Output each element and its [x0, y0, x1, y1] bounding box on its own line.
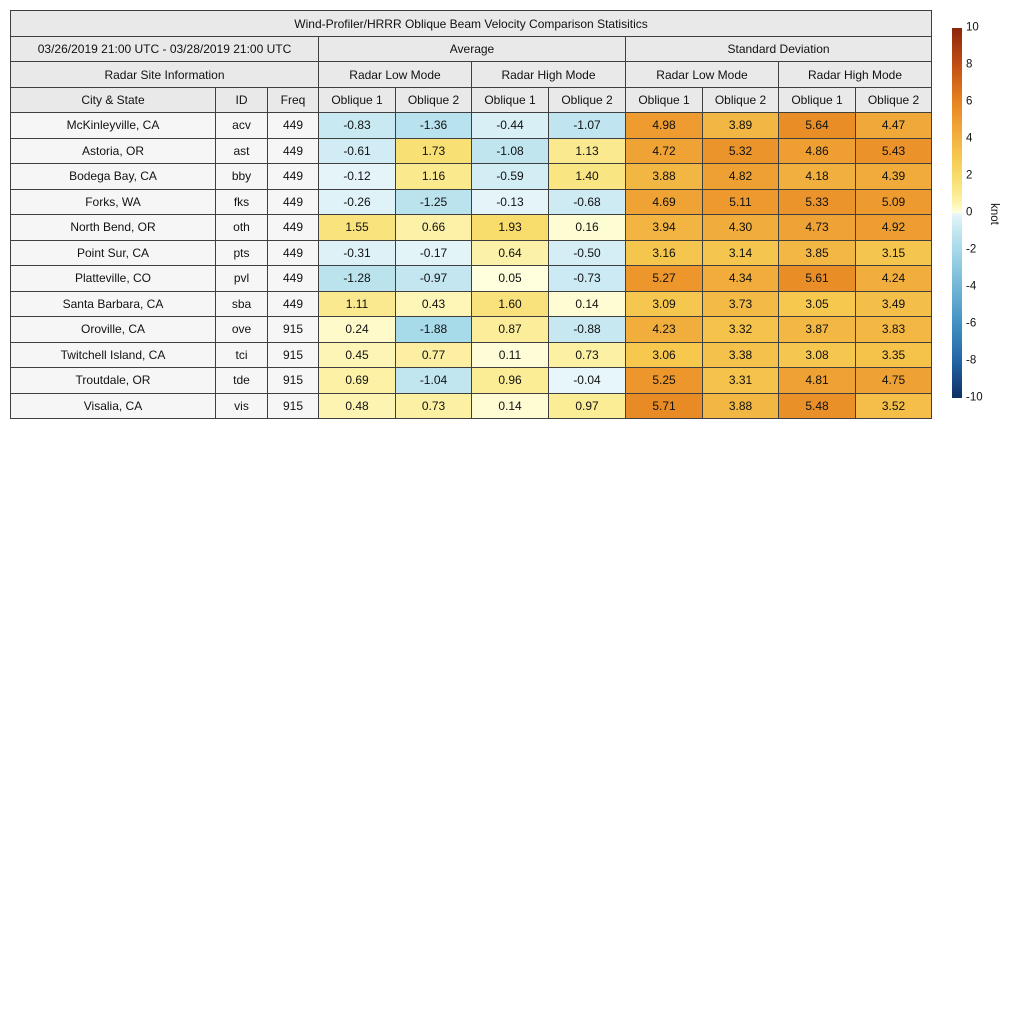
city-cell: Oroville, CA — [11, 317, 216, 343]
value-cell: -1.25 — [396, 189, 472, 215]
value-cell: -1.07 — [549, 113, 626, 139]
colorbar-tick-label: -4 — [966, 280, 977, 293]
value-cell: 3.15 — [856, 240, 932, 266]
value-cell: 3.08 — [779, 342, 856, 368]
freq-cell: 449 — [268, 266, 319, 292]
value-cell: 0.48 — [319, 393, 396, 419]
value-cell: 1.60 — [472, 291, 549, 317]
value-cell: -0.12 — [319, 164, 396, 190]
city-cell: Forks, WA — [11, 189, 216, 215]
col-header-id: ID — [216, 88, 268, 113]
col-header-oblique2: Oblique 2 — [856, 88, 932, 113]
value-cell: -1.36 — [396, 113, 472, 139]
value-cell: -0.44 — [472, 113, 549, 139]
value-cell: -0.83 — [319, 113, 396, 139]
value-cell: 4.24 — [856, 266, 932, 292]
value-cell: -0.73 — [549, 266, 626, 292]
id-cell: tde — [216, 368, 268, 394]
colorbar-tick-label: 8 — [966, 58, 973, 71]
value-cell: -0.50 — [549, 240, 626, 266]
value-cell: 0.11 — [472, 342, 549, 368]
value-cell: 5.32 — [703, 138, 779, 164]
value-cell: 4.47 — [856, 113, 932, 139]
value-cell: -0.68 — [549, 189, 626, 215]
table-row — [11, 393, 932, 419]
title-row — [11, 11, 932, 37]
table-row — [11, 317, 932, 343]
col-header-city: City & State — [11, 88, 216, 113]
value-cell: 0.97 — [549, 393, 626, 419]
value-cell: 4.69 — [626, 189, 703, 215]
value-cell: -0.13 — [472, 189, 549, 215]
value-cell: 4.92 — [856, 215, 932, 241]
colorbar-tick-label: -8 — [966, 354, 977, 367]
value-cell: 1.40 — [549, 164, 626, 190]
value-cell: 5.61 — [779, 266, 856, 292]
value-cell: 5.09 — [856, 189, 932, 215]
value-cell: 3.38 — [703, 342, 779, 368]
freq-cell: 449 — [268, 113, 319, 139]
value-cell: 5.71 — [626, 393, 703, 419]
colorbar-tick-label: -10 — [966, 391, 983, 404]
avg-high-mode-header: Radar High Mode — [472, 62, 626, 88]
value-cell: 5.43 — [856, 138, 932, 164]
table-row — [11, 138, 932, 164]
value-cell: 0.87 — [472, 317, 549, 343]
value-cell: 3.31 — [703, 368, 779, 394]
city-cell: McKinleyville, CA — [11, 113, 216, 139]
value-cell: -0.26 — [319, 189, 396, 215]
date-range: 03/26/2019 21:00 UTC - 03/28/2019 21:00 UTC — [11, 37, 319, 62]
city-cell: Troutdale, OR — [11, 368, 216, 394]
value-cell: -0.88 — [549, 317, 626, 343]
colorbar — [952, 28, 962, 398]
id-cell: bby — [216, 164, 268, 190]
freq-cell: 449 — [268, 138, 319, 164]
value-cell: 1.93 — [472, 215, 549, 241]
value-cell: 5.64 — [779, 113, 856, 139]
value-cell: 4.72 — [626, 138, 703, 164]
table-row — [11, 240, 932, 266]
value-cell: -1.28 — [319, 266, 396, 292]
value-cell: -0.04 — [549, 368, 626, 394]
col-header-oblique1: Oblique 1 — [472, 88, 549, 113]
table-row — [11, 291, 932, 317]
value-cell: 5.11 — [703, 189, 779, 215]
value-cell: 3.05 — [779, 291, 856, 317]
col-header-freq: Freq — [268, 88, 319, 113]
table-row — [11, 113, 932, 139]
value-cell: 3.52 — [856, 393, 932, 419]
value-cell: 3.06 — [626, 342, 703, 368]
value-cell: 0.14 — [472, 393, 549, 419]
value-cell: 3.88 — [626, 164, 703, 190]
value-cell: 4.23 — [626, 317, 703, 343]
colorbar-tick-label: 4 — [966, 132, 973, 145]
std-low-mode-header: Radar Low Mode — [626, 62, 779, 88]
value-cell: 1.73 — [396, 138, 472, 164]
value-cell: 4.86 — [779, 138, 856, 164]
id-cell: tci — [216, 342, 268, 368]
value-cell: 0.77 — [396, 342, 472, 368]
stddev-group-header: Standard Deviation — [626, 37, 932, 62]
city-cell: Platteville, CO — [11, 266, 216, 292]
value-cell: 3.14 — [703, 240, 779, 266]
value-cell: 3.94 — [626, 215, 703, 241]
value-cell: 5.27 — [626, 266, 703, 292]
col-header-oblique1: Oblique 1 — [626, 88, 703, 113]
value-cell: -1.88 — [396, 317, 472, 343]
value-cell: 3.85 — [779, 240, 856, 266]
col-header-oblique2: Oblique 2 — [549, 88, 626, 113]
freq-cell: 449 — [268, 189, 319, 215]
value-cell: 4.82 — [703, 164, 779, 190]
city-cell: Visalia, CA — [11, 393, 216, 419]
id-cell: pvl — [216, 266, 268, 292]
value-cell: -0.61 — [319, 138, 396, 164]
value-cell: 3.32 — [703, 317, 779, 343]
id-cell: pts — [216, 240, 268, 266]
value-cell: 3.89 — [703, 113, 779, 139]
city-cell: Santa Barbara, CA — [11, 291, 216, 317]
table-row — [11, 368, 932, 394]
column-header-row — [11, 88, 932, 113]
value-cell: 4.81 — [779, 368, 856, 394]
value-cell: -0.97 — [396, 266, 472, 292]
id-cell: acv — [216, 113, 268, 139]
value-cell: 0.05 — [472, 266, 549, 292]
value-cell: 4.18 — [779, 164, 856, 190]
freq-cell: 449 — [268, 240, 319, 266]
value-cell: -0.17 — [396, 240, 472, 266]
freq-cell: 915 — [268, 317, 319, 343]
colorbar-tick-label: 2 — [966, 169, 973, 182]
value-cell: -0.59 — [472, 164, 549, 190]
city-cell: Astoria, OR — [11, 138, 216, 164]
std-high-mode-header: Radar High Mode — [779, 62, 932, 88]
average-group-header: Average — [319, 37, 626, 62]
value-cell: 4.98 — [626, 113, 703, 139]
value-cell: 3.35 — [856, 342, 932, 368]
colorbar-tick-label: -2 — [966, 243, 977, 256]
value-cell: 3.16 — [626, 240, 703, 266]
value-cell: 3.09 — [626, 291, 703, 317]
freq-cell: 449 — [268, 164, 319, 190]
value-cell: 3.83 — [856, 317, 932, 343]
value-cell: 0.73 — [396, 393, 472, 419]
colorbar-tick-label: 6 — [966, 95, 973, 108]
table-row — [11, 189, 932, 215]
id-cell: oth — [216, 215, 268, 241]
city-cell: Bodega Bay, CA — [11, 164, 216, 190]
value-cell: 4.30 — [703, 215, 779, 241]
value-cell: 0.43 — [396, 291, 472, 317]
col-header-oblique1: Oblique 1 — [779, 88, 856, 113]
table-row — [11, 164, 932, 190]
value-cell: 5.25 — [626, 368, 703, 394]
city-cell: North Bend, OR — [11, 215, 216, 241]
colorbar-tick-label: 10 — [966, 21, 979, 34]
colorbar-tick-label: -6 — [966, 317, 977, 330]
value-cell: 1.55 — [319, 215, 396, 241]
value-cell: 5.48 — [779, 393, 856, 419]
value-cell: 0.69 — [319, 368, 396, 394]
colorbar-unit-label: knot — [988, 203, 1000, 225]
value-cell: 0.16 — [549, 215, 626, 241]
table-row — [11, 342, 932, 368]
value-cell: 3.49 — [856, 291, 932, 317]
table-row — [11, 215, 932, 241]
stats-table — [10, 10, 932, 419]
avg-low-mode-header: Radar Low Mode — [319, 62, 472, 88]
value-cell: 0.96 — [472, 368, 549, 394]
freq-cell: 915 — [268, 393, 319, 419]
site-info-header: Radar Site Information — [11, 62, 319, 88]
value-cell: 0.66 — [396, 215, 472, 241]
value-cell: 4.73 — [779, 215, 856, 241]
value-cell: 3.73 — [703, 291, 779, 317]
table-row — [11, 266, 932, 292]
value-cell: -1.08 — [472, 138, 549, 164]
freq-cell: 449 — [268, 291, 319, 317]
group-header-row — [11, 37, 932, 62]
value-cell: 0.14 — [549, 291, 626, 317]
value-cell: 4.39 — [856, 164, 932, 190]
col-header-oblique1: Oblique 1 — [319, 88, 396, 113]
mode-header-row — [11, 62, 932, 88]
table-title: Wind-Profiler/HRRR Oblique Beam Velocity Comparison Statisitics — [11, 11, 932, 37]
value-cell: 1.13 — [549, 138, 626, 164]
value-cell: 4.34 — [703, 266, 779, 292]
col-header-oblique2: Oblique 2 — [396, 88, 472, 113]
id-cell: sba — [216, 291, 268, 317]
value-cell: 0.64 — [472, 240, 549, 266]
id-cell: vis — [216, 393, 268, 419]
value-cell: 3.88 — [703, 393, 779, 419]
table-body — [11, 113, 932, 419]
col-header-oblique2: Oblique 2 — [703, 88, 779, 113]
value-cell: 1.11 — [319, 291, 396, 317]
id-cell: ove — [216, 317, 268, 343]
value-cell: 3.87 — [779, 317, 856, 343]
value-cell: 0.45 — [319, 342, 396, 368]
value-cell: 0.24 — [319, 317, 396, 343]
city-cell: Twitchell Island, CA — [11, 342, 216, 368]
freq-cell: 449 — [268, 215, 319, 241]
value-cell: 4.75 — [856, 368, 932, 394]
freq-cell: 915 — [268, 368, 319, 394]
id-cell: fks — [216, 189, 268, 215]
value-cell: -1.04 — [396, 368, 472, 394]
value-cell: 0.73 — [549, 342, 626, 368]
id-cell: ast — [216, 138, 268, 164]
city-cell: Point Sur, CA — [11, 240, 216, 266]
freq-cell: 915 — [268, 342, 319, 368]
value-cell: -0.31 — [319, 240, 396, 266]
colorbar-tick-label: 0 — [966, 206, 973, 219]
value-cell: 5.33 — [779, 189, 856, 215]
value-cell: 1.16 — [396, 164, 472, 190]
